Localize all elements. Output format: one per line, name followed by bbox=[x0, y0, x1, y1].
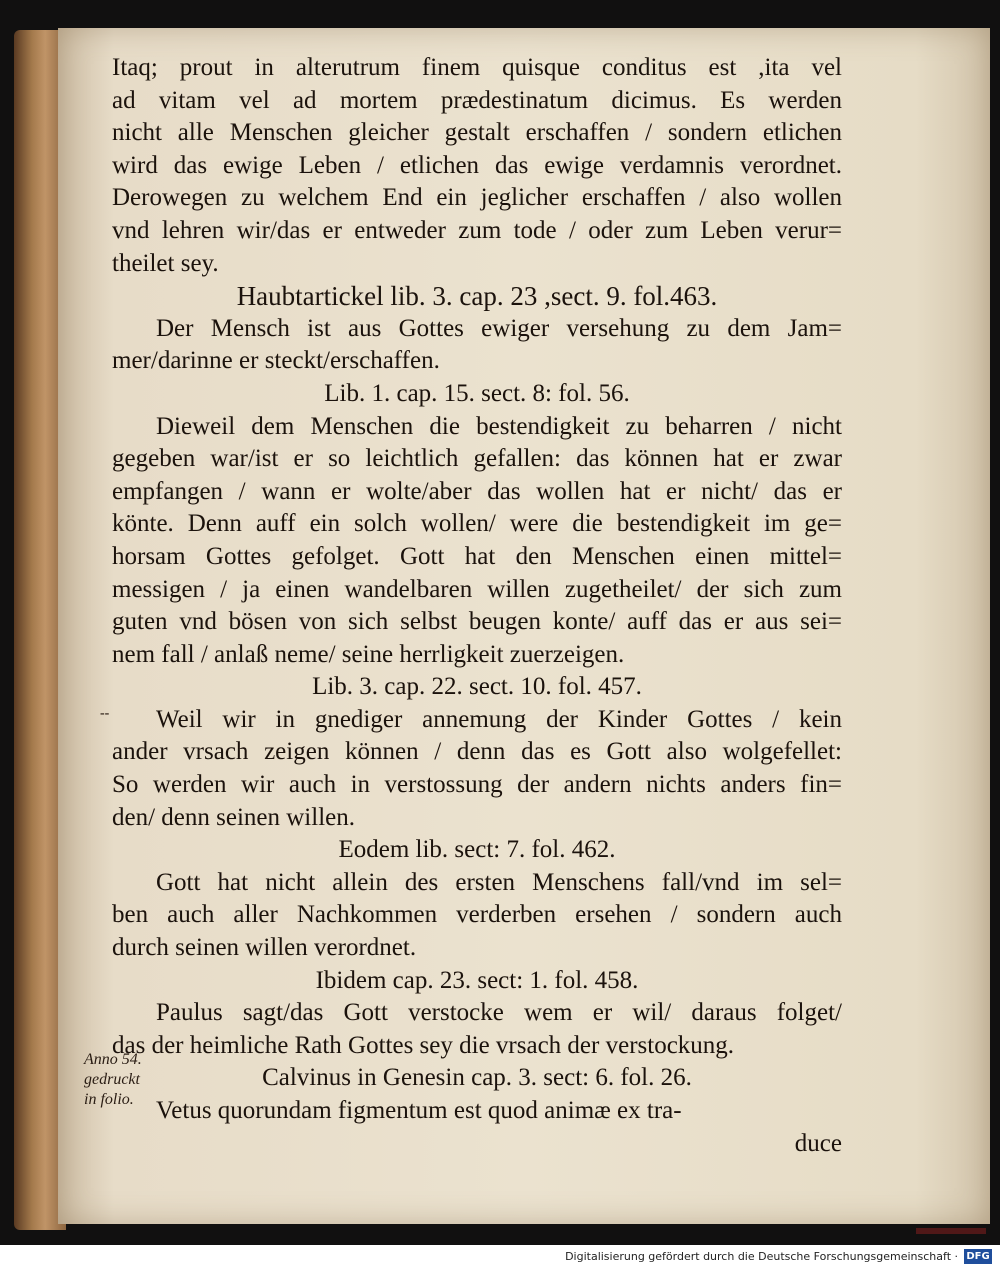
text-line: Gott hat nicht allein des ersten Menschens fall/vnd im sel= bbox=[156, 868, 842, 896]
text-line: Itaq; prout in alterutrum finem quisque conditus est ,ita vel bbox=[112, 54, 842, 81]
text-line: ander vrsach zeigen können / denn das es Gott also wolgefellet: bbox=[112, 738, 842, 766]
citation-heading: Calvinus in Genesin cap. 3. sect: 6. fol. 26. bbox=[262, 1064, 692, 1092]
text-line: mer/darinne er steckt/erschaffen. bbox=[112, 347, 440, 375]
citation-heading: Lib. 3. cap. 22. sect. 10. fol. 457. bbox=[312, 673, 642, 701]
citation-heading: Eodem lib. sect: 7. fol. 462. bbox=[338, 836, 616, 864]
margin-mark: -- bbox=[100, 706, 110, 721]
text-line: ad vitam vel ad mortem prædestinatum dicimus. Es werden bbox=[112, 86, 842, 114]
text-line: vnd lehren wir/das er entweder zum tode / oder zum Leben verur= bbox=[112, 216, 842, 244]
text-line: guten vnd bösen von sich selbst beugen konte/ auff das er aus sei= bbox=[112, 608, 842, 636]
text-line: messigen / ja einen wandelbaren willen zugetheilet/ der sich zum bbox=[112, 575, 842, 603]
text-line: Dieweil dem Menschen die bestendigkeit zu beharren / nicht bbox=[156, 412, 842, 440]
text-line: den/ denn seinen willen. bbox=[112, 803, 355, 831]
text-line: horsam Gottes gefolget. Gott hat den Menschen einen mittel= bbox=[112, 542, 842, 570]
section-heading: Haubtartickel lib. 3. cap. 23 ,sect. 9. fol.463. bbox=[236, 281, 718, 312]
text-line: Vetus quorundam figmentum est quod animæ ex tra- bbox=[156, 1097, 682, 1124]
text-line: theilet sey. bbox=[112, 249, 219, 277]
text-line: wird das ewige Leben / etlichen das ewige verdamnis verordnet. bbox=[112, 151, 842, 179]
text-line: nem fall / anlaß neme/ seine herrligkeit zuerzeigen. bbox=[112, 640, 625, 668]
text-line: durch seinen willen verordnet. bbox=[112, 934, 417, 962]
footer-bar bbox=[0, 1245, 1000, 1270]
citation-heading: Lib. 1. cap. 15. sect. 8: fol. 56. bbox=[324, 379, 630, 407]
text-line: Der Mensch ist aus Gottes ewiger versehung zu dem Jam= bbox=[156, 314, 842, 342]
text-line: Weil wir in gnediger annemung der Kinder Gottes / kein bbox=[156, 705, 842, 733]
text-line: So werden wir auch in verstossung der andern nichts anders fin= bbox=[112, 771, 842, 799]
margin-note bbox=[84, 1050, 142, 1110]
text-line: könte. Denn auff ein solch wollen/ were die bestendigkeit im ge= bbox=[112, 510, 842, 538]
page-text bbox=[112, 52, 842, 1160]
text-line: Paulus sagt/das Gott verstocke wem er wil/ daraus folget/ bbox=[156, 999, 842, 1027]
text-line: gegeben war/ist er so leichtlich gefallen: das können hat er zwar bbox=[112, 445, 842, 473]
shelf-mark bbox=[916, 1228, 986, 1234]
margin-note-line: in folio. bbox=[84, 1091, 134, 1108]
citation-heading: Ibidem cap. 23. sect: 1. fol. 458. bbox=[315, 966, 639, 994]
text-line: ben auch aller Nachkommen verderben ersehen / sondern auch bbox=[112, 901, 842, 929]
funding-credit: Digitalisierung gefördert durch die Deutsche Forschungsgemeinschaft · bbox=[565, 1250, 958, 1263]
text-line: das der heimliche Rath Gottes sey die vrsach der verstockung. bbox=[112, 1031, 735, 1059]
margin-note-line: Anno 54. bbox=[84, 1051, 142, 1068]
margin-note-line: gedruckt bbox=[84, 1071, 140, 1088]
dfg-logo-icon[interactable]: DFG bbox=[964, 1249, 992, 1264]
text-line: empfangen / wann er wolte/aber das wollen hat er nicht/ das er bbox=[112, 477, 842, 505]
text-line: Derowegen zu welchem End ein jeglicher erschaffen / also wollen bbox=[112, 184, 842, 212]
text-line: nicht alle Menschen gleicher gestalt erschaffen / sondern etlichen bbox=[112, 119, 842, 147]
catchword: duce bbox=[794, 1129, 842, 1157]
